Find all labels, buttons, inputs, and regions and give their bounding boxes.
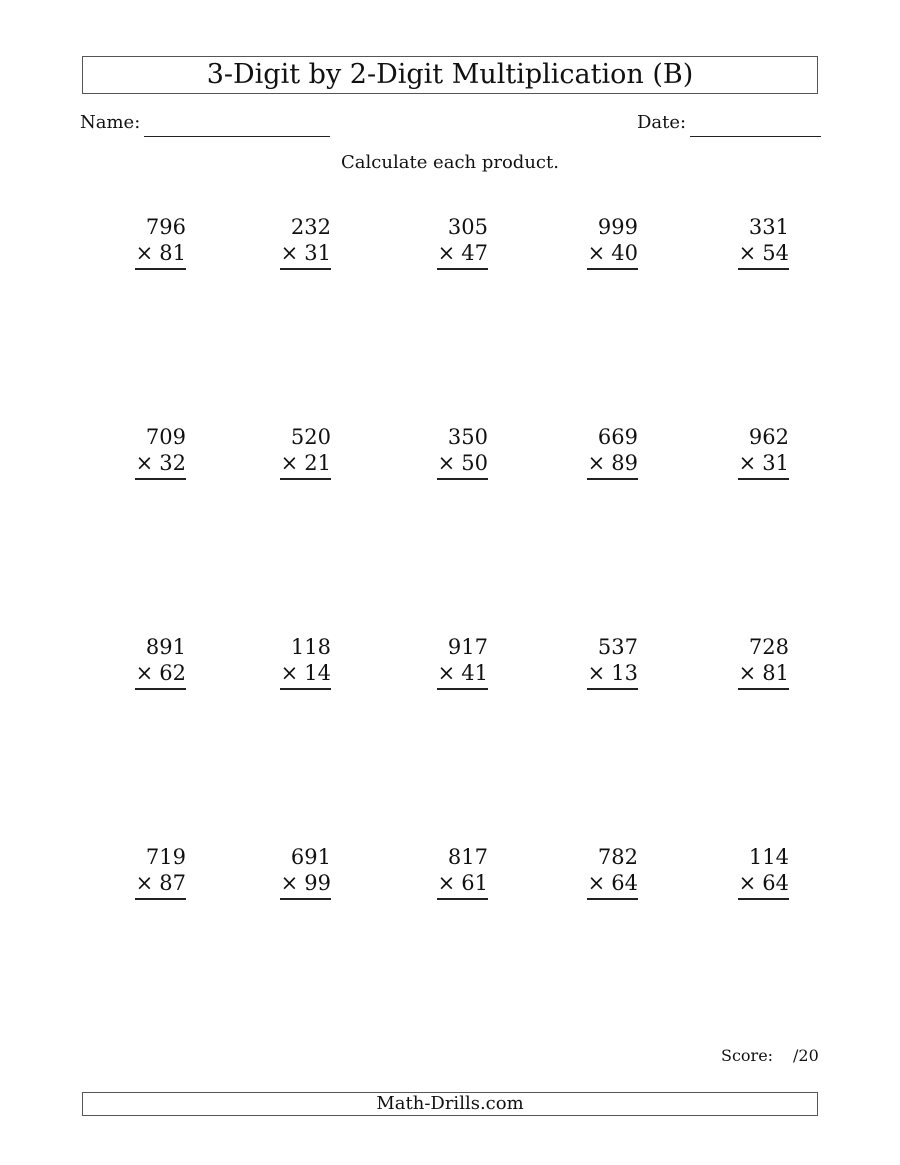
multiplier: 32 bbox=[159, 451, 186, 475]
times-sign: × bbox=[587, 871, 606, 895]
problem-2 bbox=[231, 214, 331, 266]
problem-16 bbox=[86, 844, 186, 896]
multiplicand: 232 bbox=[290, 215, 331, 239]
multiplicand: 999 bbox=[597, 215, 638, 239]
multiplier-row bbox=[231, 450, 331, 476]
problem-18 bbox=[388, 844, 488, 896]
multiplier: 99 bbox=[304, 871, 331, 895]
times-sign: × bbox=[738, 661, 757, 685]
times-sign: × bbox=[587, 661, 606, 685]
multiplier: 14 bbox=[304, 661, 331, 685]
times-sign: × bbox=[738, 241, 757, 265]
multiplier: 64 bbox=[611, 871, 638, 895]
problem-9 bbox=[538, 424, 638, 476]
answer-line bbox=[738, 478, 789, 480]
answer-line bbox=[587, 688, 638, 690]
answer-line bbox=[587, 898, 638, 900]
multiplicand: 817 bbox=[447, 845, 488, 869]
multiplier-row bbox=[231, 660, 331, 686]
multiplier: 41 bbox=[461, 661, 488, 685]
multiplier-row bbox=[231, 240, 331, 266]
multiplier: 31 bbox=[304, 241, 331, 265]
worksheet-title: 3-Digit by 2-Digit Multiplication (B) bbox=[82, 56, 818, 94]
footer-site: Math-Drills.com bbox=[82, 1092, 818, 1116]
multiplier-row bbox=[231, 870, 331, 896]
answer-line bbox=[738, 898, 789, 900]
multiplicand: 719 bbox=[145, 845, 186, 869]
times-sign: × bbox=[135, 661, 154, 685]
answer-line bbox=[587, 268, 638, 270]
multiplier-row bbox=[689, 660, 789, 686]
problem-11 bbox=[86, 634, 186, 686]
answer-line bbox=[437, 268, 488, 270]
multiplicand: 520 bbox=[290, 425, 331, 449]
answer-line bbox=[437, 898, 488, 900]
times-sign: × bbox=[135, 451, 154, 475]
date-label: Date: bbox=[637, 112, 687, 133]
multiplier-row bbox=[538, 240, 638, 266]
answer-line bbox=[280, 478, 331, 480]
answer-line bbox=[587, 478, 638, 480]
problem-19 bbox=[538, 844, 638, 896]
multiplier: 40 bbox=[611, 241, 638, 265]
problem-1 bbox=[86, 214, 186, 266]
answer-line bbox=[135, 268, 186, 270]
multiplier-row bbox=[538, 450, 638, 476]
times-sign: × bbox=[135, 871, 154, 895]
multiplicand: 891 bbox=[145, 635, 186, 659]
answer-line bbox=[738, 268, 789, 270]
multiplier: 31 bbox=[762, 451, 789, 475]
answer-line bbox=[280, 688, 331, 690]
problem-15 bbox=[689, 634, 789, 686]
multiplier: 61 bbox=[461, 871, 488, 895]
multiplier: 81 bbox=[159, 241, 186, 265]
times-sign: × bbox=[738, 871, 757, 895]
answer-line bbox=[280, 268, 331, 270]
multiplicand: 796 bbox=[145, 215, 186, 239]
times-sign: × bbox=[587, 451, 606, 475]
answer-line bbox=[738, 688, 789, 690]
multiplier-row bbox=[689, 240, 789, 266]
multiplicand: 350 bbox=[447, 425, 488, 449]
times-sign: × bbox=[280, 871, 299, 895]
multiplier-row bbox=[86, 450, 186, 476]
problem-12 bbox=[231, 634, 331, 686]
multiplier-row bbox=[538, 870, 638, 896]
times-sign: × bbox=[437, 661, 456, 685]
problem-13 bbox=[388, 634, 488, 686]
answer-line bbox=[135, 478, 186, 480]
answer-line bbox=[135, 898, 186, 900]
multiplicand: 917 bbox=[447, 635, 488, 659]
problem-14 bbox=[538, 634, 638, 686]
multiplier: 62 bbox=[159, 661, 186, 685]
multiplicand: 709 bbox=[145, 425, 186, 449]
problem-4 bbox=[538, 214, 638, 266]
multiplier: 21 bbox=[304, 451, 331, 475]
name-label: Name: bbox=[80, 112, 141, 133]
times-sign: × bbox=[587, 241, 606, 265]
multiplier: 87 bbox=[159, 871, 186, 895]
times-sign: × bbox=[280, 241, 299, 265]
multiplier: 81 bbox=[762, 661, 789, 685]
answer-line bbox=[135, 688, 186, 690]
answer-line bbox=[437, 688, 488, 690]
multiplier: 47 bbox=[461, 241, 488, 265]
multiplicand: 114 bbox=[748, 845, 789, 869]
multiplier: 54 bbox=[762, 241, 789, 265]
times-sign: × bbox=[280, 661, 299, 685]
multiplier-row bbox=[388, 660, 488, 686]
multiplicand: 691 bbox=[290, 845, 331, 869]
instructions: Calculate each product. bbox=[341, 152, 559, 173]
problem-5 bbox=[689, 214, 789, 266]
multiplier-row bbox=[388, 450, 488, 476]
times-sign: × bbox=[135, 241, 154, 265]
problem-8 bbox=[388, 424, 488, 476]
multiplicand: 669 bbox=[597, 425, 638, 449]
name-field-line[interactable] bbox=[144, 136, 330, 137]
multiplier-row bbox=[86, 240, 186, 266]
multiplicand: 537 bbox=[597, 635, 638, 659]
problem-10 bbox=[689, 424, 789, 476]
multiplicand: 782 bbox=[597, 845, 638, 869]
multiplier: 50 bbox=[461, 451, 488, 475]
problem-20 bbox=[689, 844, 789, 896]
multiplier: 13 bbox=[611, 661, 638, 685]
multiplicand: 305 bbox=[447, 215, 488, 239]
multiplier: 64 bbox=[762, 871, 789, 895]
problem-17 bbox=[231, 844, 331, 896]
multiplier-row bbox=[689, 450, 789, 476]
date-field-line[interactable] bbox=[690, 136, 821, 137]
multiplier-row bbox=[86, 660, 186, 686]
score-total: /20 bbox=[793, 1046, 819, 1065]
multiplicand: 962 bbox=[748, 425, 789, 449]
multiplier-row bbox=[86, 870, 186, 896]
multiplier: 89 bbox=[611, 451, 638, 475]
problem-3 bbox=[388, 214, 488, 266]
times-sign: × bbox=[280, 451, 299, 475]
multiplicand: 728 bbox=[748, 635, 789, 659]
times-sign: × bbox=[738, 451, 757, 475]
multiplier-row bbox=[538, 660, 638, 686]
multiplier-row bbox=[689, 870, 789, 896]
score-label: Score: bbox=[721, 1046, 774, 1065]
answer-line bbox=[280, 898, 331, 900]
multiplier-row bbox=[388, 240, 488, 266]
multiplier-row bbox=[388, 870, 488, 896]
multiplicand: 331 bbox=[748, 215, 789, 239]
times-sign: × bbox=[437, 241, 456, 265]
multiplicand: 118 bbox=[290, 635, 331, 659]
times-sign: × bbox=[437, 871, 456, 895]
times-sign: × bbox=[437, 451, 456, 475]
problem-6 bbox=[86, 424, 186, 476]
answer-line bbox=[437, 478, 488, 480]
problem-7 bbox=[231, 424, 331, 476]
